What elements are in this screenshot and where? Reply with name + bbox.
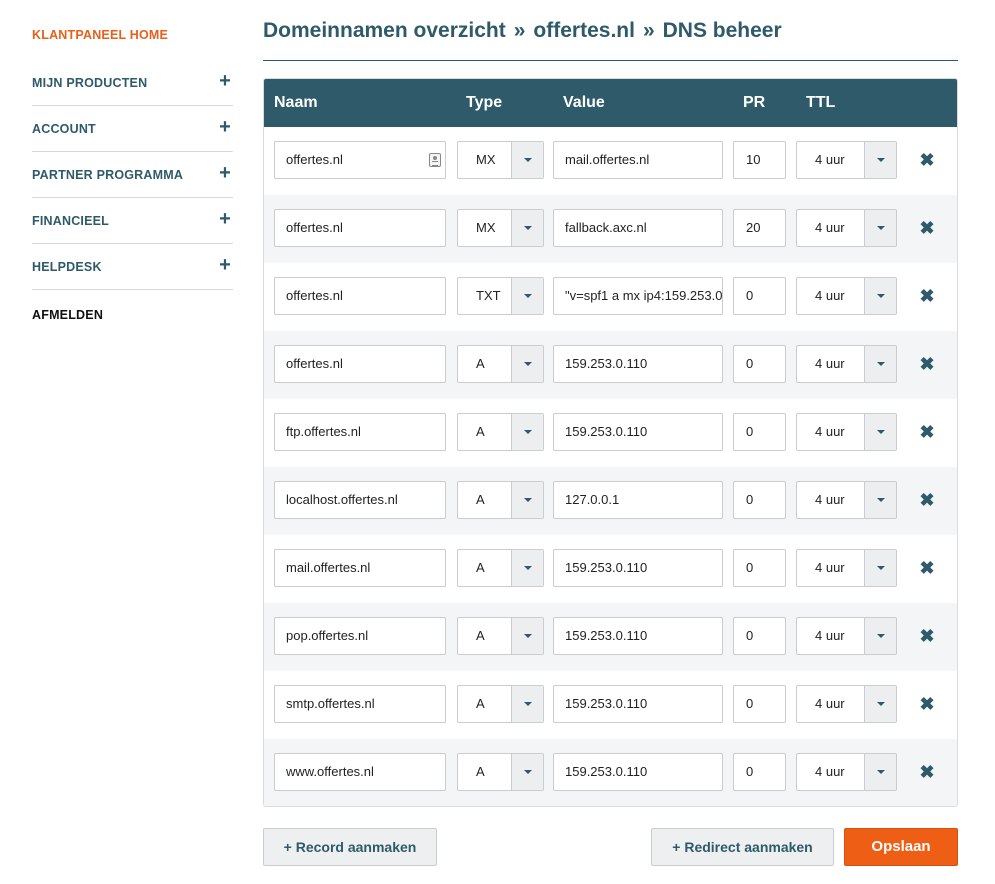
plus-icon[interactable]: + — [219, 115, 231, 138]
column-header-pr: PR — [743, 94, 766, 111]
delete-record-icon[interactable]: ✖ — [919, 150, 935, 170]
record-value-input[interactable]: 127.0.0.1 — [553, 481, 723, 519]
record-ttl-select[interactable] — [796, 549, 897, 587]
delete-record-icon[interactable]: ✖ — [919, 354, 935, 374]
record-name-input[interactable]: offertes.nl — [274, 209, 446, 247]
record-priority-input[interactable]: 0 — [733, 753, 786, 791]
record-ttl-value: 4 uur — [815, 220, 845, 235]
chevron-down-icon[interactable] — [511, 414, 543, 450]
record-ttl-value: 4 uur — [815, 628, 845, 643]
breadcrumb-domain-link[interactable]: offertes.nl — [533, 19, 635, 42]
record-type-value: A — [476, 696, 485, 711]
page-title: DNS beheer — [662, 19, 782, 42]
table-row — [264, 331, 957, 399]
record-ttl-value: 4 uur — [815, 356, 845, 371]
sidebar-item-account[interactable] — [32, 106, 233, 152]
record-type-select[interactable] — [457, 413, 544, 451]
record-value-input[interactable]: "v=spf1 a mx ip4:159.253.0 — [553, 277, 723, 315]
chevron-down-icon[interactable] — [511, 142, 543, 178]
chevron-down-icon[interactable] — [864, 754, 896, 790]
record-type-value: A — [476, 492, 485, 507]
delete-record-icon[interactable]: ✖ — [919, 626, 935, 646]
chevron-down-icon[interactable] — [864, 346, 896, 382]
record-type-value: TXT — [476, 288, 501, 303]
chevron-down-icon[interactable] — [864, 482, 896, 518]
chevron-down-icon[interactable] — [511, 550, 543, 586]
table-row — [264, 671, 957, 739]
record-type-value: MX — [476, 220, 496, 235]
sidebar-item-label: ACCOUNT — [32, 121, 96, 136]
column-header-value: Value — [563, 94, 605, 111]
record-type-value: A — [476, 628, 485, 643]
chevron-down-icon[interactable] — [511, 346, 543, 382]
record-ttl-select[interactable] — [796, 345, 897, 383]
record-name-input[interactable]: localhost.offertes.nl — [274, 481, 446, 519]
plus-icon[interactable]: + — [219, 207, 231, 230]
record-type-select[interactable] — [457, 549, 544, 587]
chevron-down-icon[interactable] — [864, 686, 896, 722]
breadcrumb-separator: » — [642, 19, 655, 42]
sidebar-nav — [32, 14, 233, 336]
table-row — [264, 195, 957, 263]
delete-record-icon[interactable]: ✖ — [919, 286, 935, 306]
record-ttl-select[interactable] — [796, 481, 897, 519]
sidebar-item-label: MIJN PRODUCTEN — [32, 75, 148, 90]
save-button[interactable]: Opslaan — [844, 828, 958, 866]
chevron-down-icon[interactable] — [511, 278, 543, 314]
record-ttl-value: 4 uur — [815, 696, 845, 711]
record-ttl-select[interactable] — [796, 753, 897, 791]
record-ttl-value: 4 uur — [815, 424, 845, 439]
chevron-down-icon[interactable] — [511, 618, 543, 654]
record-priority-input[interactable]: 0 — [733, 481, 786, 519]
record-ttl-value: 4 uur — [815, 560, 845, 575]
record-priority-input[interactable]: 0 — [733, 413, 786, 451]
chevron-down-icon[interactable] — [511, 482, 543, 518]
record-type-select[interactable] — [457, 753, 544, 791]
record-value-input[interactable]: 159.253.0.110 — [553, 617, 723, 655]
record-value-input[interactable]: fallback.axc.nl — [553, 209, 723, 247]
delete-record-icon[interactable]: ✖ — [919, 422, 935, 442]
record-type-select[interactable] — [457, 209, 544, 247]
chevron-down-icon[interactable] — [864, 414, 896, 450]
column-header-naam: Naam — [274, 94, 318, 111]
title-divider — [263, 60, 958, 61]
record-priority-input[interactable]: 10 — [733, 141, 786, 179]
record-priority-input[interactable]: 20 — [733, 209, 786, 247]
record-priority-input[interactable]: 0 — [733, 549, 786, 587]
sidebar-item-label: HELPDESK — [32, 259, 102, 274]
record-ttl-select[interactable] — [796, 209, 897, 247]
record-name-input[interactable]: offertes.nl — [274, 277, 446, 315]
chevron-down-icon[interactable] — [864, 142, 896, 178]
record-ttl-value: 4 uur — [815, 288, 845, 303]
add-record-button[interactable]: + Record aanmaken — [263, 828, 437, 866]
table-row — [264, 535, 957, 603]
table-row — [264, 263, 957, 331]
sidebar-item-label: FINANCIEEL — [32, 213, 109, 228]
chevron-down-icon[interactable] — [864, 278, 896, 314]
sidebar-item-partner-programma[interactable] — [32, 152, 233, 198]
column-header-ttl: TTL — [806, 94, 836, 111]
plus-icon[interactable]: + — [219, 161, 231, 184]
record-ttl-value: 4 uur — [815, 764, 845, 779]
record-value-input[interactable]: 159.253.0.110 — [553, 753, 723, 791]
table-row — [264, 739, 957, 807]
record-type-select[interactable] — [457, 141, 544, 179]
sidebar-item-helpdesk[interactable] — [32, 244, 233, 290]
record-type-select[interactable] — [457, 345, 544, 383]
record-type-value: A — [476, 356, 485, 371]
record-ttl-select[interactable] — [796, 277, 897, 315]
record-priority-input[interactable]: 0 — [733, 617, 786, 655]
chevron-down-icon[interactable] — [511, 686, 543, 722]
chevron-down-icon[interactable] — [864, 210, 896, 246]
record-name-input[interactable]: ftp.offertes.nl — [274, 413, 446, 451]
sidebar-item-logout[interactable]: AFMELDEN — [32, 308, 104, 322]
record-ttl-select[interactable] — [796, 413, 897, 451]
record-priority-input[interactable]: 0 — [733, 277, 786, 315]
add-redirect-button[interactable]: + Redirect aanmaken — [651, 828, 834, 866]
record-ttl-value: 4 uur — [815, 152, 845, 167]
breadcrumb — [263, 19, 782, 47]
table-row — [264, 399, 957, 467]
chevron-down-icon[interactable] — [864, 618, 896, 654]
chevron-down-icon[interactable] — [511, 754, 543, 790]
plus-icon[interactable]: + — [219, 69, 231, 92]
record-type-value: A — [476, 560, 485, 575]
record-name-input[interactable]: offertes.nl — [274, 141, 446, 179]
sidebar-item-home[interactable]: KLANTPANEEL HOME — [32, 28, 169, 42]
record-ttl-select[interactable] — [796, 617, 897, 655]
record-name-input[interactable]: pop.offertes.nl — [274, 617, 446, 655]
plus-icon[interactable]: + — [219, 253, 231, 276]
column-header-type: Type — [466, 94, 503, 111]
autofill-contact-icon[interactable] — [429, 153, 441, 167]
record-ttl-select[interactable] — [796, 141, 897, 179]
record-name-input[interactable]: offertes.nl — [274, 345, 446, 383]
breadcrumb-domains-link[interactable]: Domeinnamen overzicht — [263, 19, 506, 42]
table-row — [264, 467, 957, 535]
record-type-value: A — [476, 424, 485, 439]
record-value-input[interactable]: mail.offertes.nl — [553, 141, 723, 179]
record-value-input[interactable]: 159.253.0.110 — [553, 549, 723, 587]
record-priority-input[interactable]: 0 — [733, 685, 786, 723]
record-ttl-value: 4 uur — [815, 492, 845, 507]
chevron-down-icon[interactable] — [864, 550, 896, 586]
breadcrumb-separator: » — [513, 19, 526, 42]
record-name-input[interactable]: mail.offertes.nl — [274, 549, 446, 587]
table-header — [264, 79, 957, 127]
record-type-select[interactable] — [457, 277, 544, 315]
record-value-input[interactable]: 159.253.0.110 — [553, 413, 723, 451]
sidebar-item-label: PARTNER PROGRAMMA — [32, 167, 184, 182]
record-name-input[interactable]: smtp.offertes.nl — [274, 685, 446, 723]
record-priority-input[interactable]: 0 — [733, 345, 786, 383]
chevron-down-icon[interactable] — [511, 210, 543, 246]
record-type-value: MX — [476, 152, 496, 167]
delete-record-icon[interactable]: ✖ — [919, 694, 935, 714]
delete-record-icon[interactable]: ✖ — [919, 218, 935, 238]
sidebar-item-mijn-producten[interactable] — [32, 60, 233, 106]
record-type-value: A — [476, 764, 485, 779]
table-row — [264, 127, 957, 195]
record-type-select[interactable] — [457, 685, 544, 723]
record-value-input[interactable]: 159.253.0.110 — [553, 685, 723, 723]
delete-record-icon[interactable]: ✖ — [919, 558, 935, 578]
record-type-select[interactable] — [457, 617, 544, 655]
record-ttl-select[interactable] — [796, 685, 897, 723]
sidebar-item-financieel[interactable] — [32, 198, 233, 244]
record-value-input[interactable]: 159.253.0.110 — [553, 345, 723, 383]
delete-record-icon[interactable]: ✖ — [919, 490, 935, 510]
record-name-input[interactable]: www.offertes.nl — [274, 753, 446, 791]
dns-records-table — [263, 78, 958, 807]
record-type-select[interactable] — [457, 481, 544, 519]
delete-record-icon[interactable]: ✖ — [919, 762, 935, 782]
table-row — [264, 603, 957, 671]
